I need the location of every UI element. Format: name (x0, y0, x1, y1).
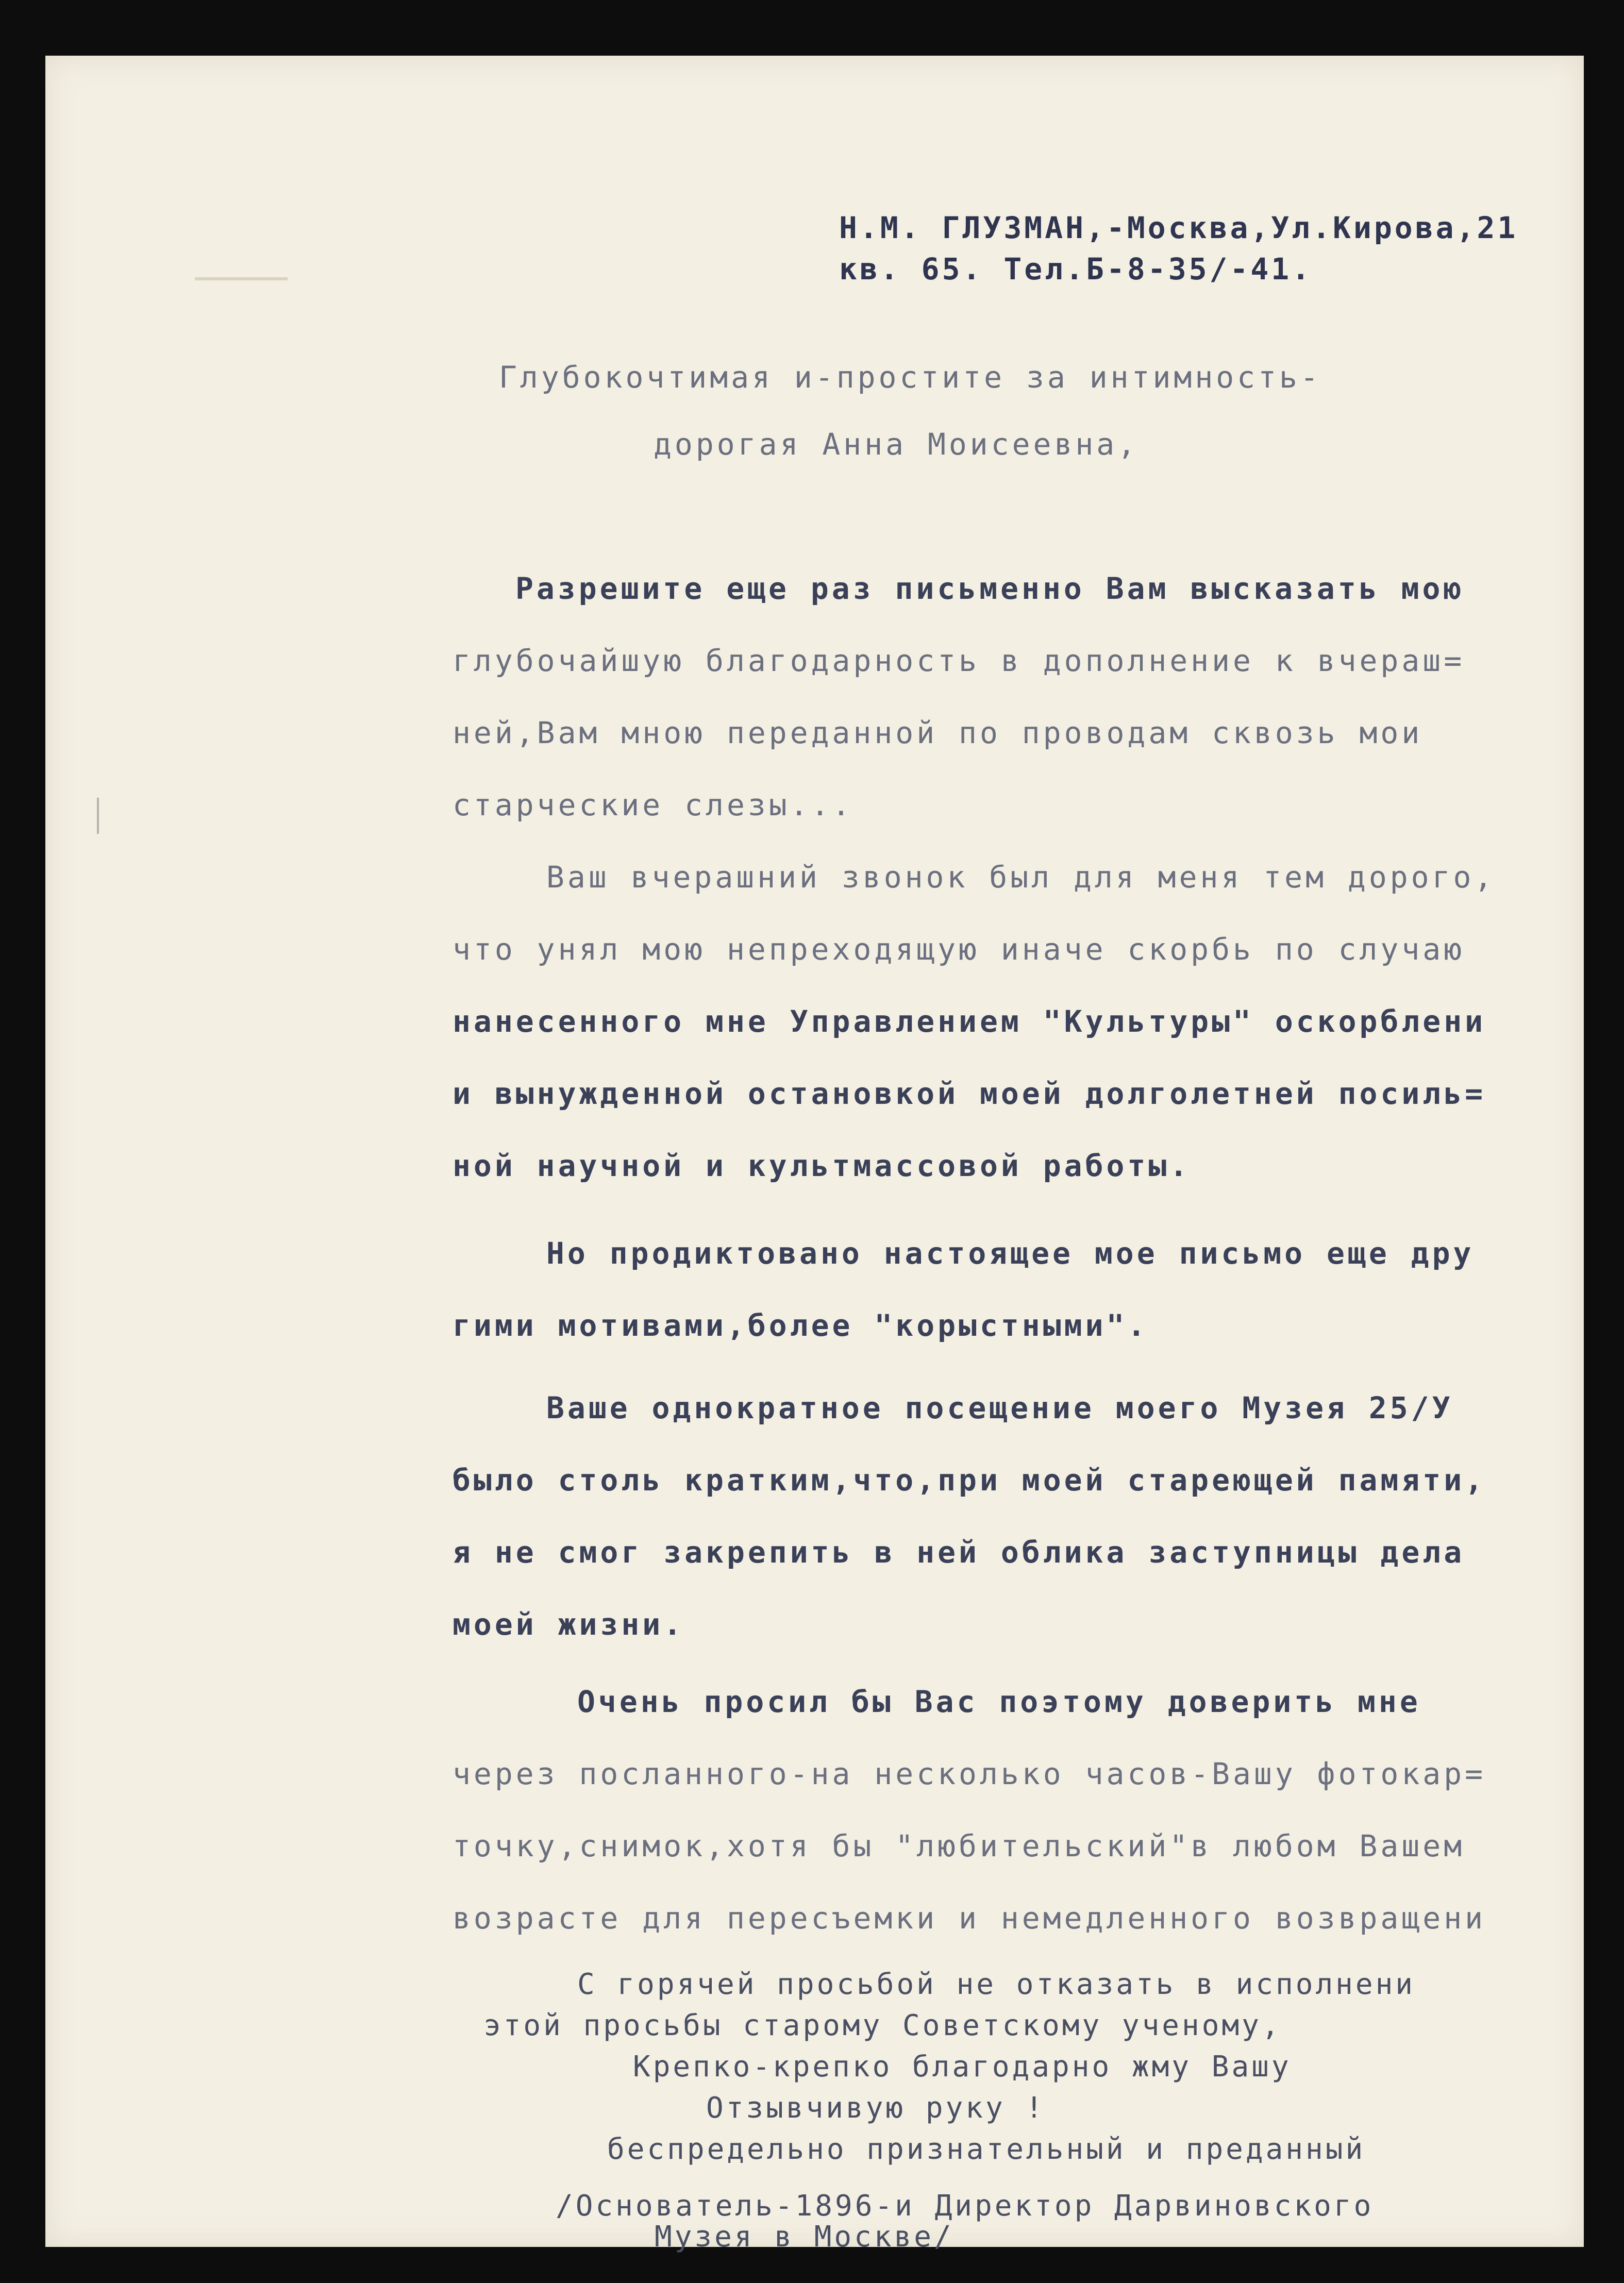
body-line: гими мотивами,более "корыстными". (453, 1308, 1149, 1343)
body-line: точку,снимок,хотя бы "любительский"в любом Вашем (453, 1828, 1465, 1864)
signature-line: /Основатель-1896-и Директор Дарвиновского (556, 2189, 1374, 2223)
closing-line: Крепко-крепко благодарно жму Вашу (633, 2050, 1292, 2084)
body-line: что унял мою непреходящую иначе скорбь по случаю (453, 932, 1465, 967)
body-line: старческие слезы... (453, 787, 853, 822)
body-line: ней,Вам мною переданной по проводам сквозь мои (453, 715, 1423, 750)
body-line: глубочайшую благодарность в дополнение к вчераш= (453, 643, 1465, 678)
body-line: ной научной и культмассовой работы. (453, 1148, 1191, 1183)
closing-line: С горячей просьбой не отказать в исполнени (577, 1968, 1416, 2001)
body-line: Очень просил бы Вас поэтому доверить мне (577, 1684, 1421, 1719)
body-line: я не смог закрепить в ней облика заступницы дела (453, 1535, 1465, 1570)
body-line: и вынужденной остановкой моей долголетней посиль= (453, 1076, 1486, 1111)
closing-line: этой просьбы старому Советскому ученому, (483, 2009, 1282, 2042)
margin-mark (97, 798, 99, 834)
salutation-line-2: дорогая Анна Моисеевна, (654, 427, 1139, 462)
salutation-line-1: Глубокочтимая и-простите за интимность- (499, 360, 1321, 395)
body-line: Ваше однократное посещение моего Музея 25/У (546, 1390, 1453, 1425)
body-line: моей жизни. (453, 1607, 685, 1642)
body-line: возрасте для пересъемки и немедленного возвращени (453, 1901, 1486, 1936)
closing-line: Отзывчивую руку ! (706, 2091, 1046, 2125)
body-line: Разрешите еще раз письменно Вам высказать мою (515, 571, 1465, 606)
signature-line: Музея в Москве/ (655, 2220, 954, 2254)
paper-stain (195, 277, 288, 280)
body-line: Ваш вчерашний звонок был для меня тем дорого, (546, 860, 1496, 895)
body-line: было столь кратким,что,при моей стареющей памяти, (453, 1463, 1486, 1498)
sender-address-line-1: Н.М. ГЛУЗМАН,-Москва,Ул.Кирова,21 (839, 210, 1518, 245)
body-line: нанесенного мне Управлением "Культуры" оскорблени (453, 1004, 1486, 1039)
body-line: Но продиктовано настоящее мое письмо еще дру (546, 1236, 1475, 1271)
body-line: через посланного-на несколько часов-Вашу фотокар= (453, 1756, 1486, 1791)
letter-page (45, 56, 1584, 2254)
sender-address-line-2: кв. 65. Тел.Б-8-35/-41. (839, 251, 1313, 287)
closing-line: беспредельно признательный и преданный (607, 2133, 1366, 2166)
